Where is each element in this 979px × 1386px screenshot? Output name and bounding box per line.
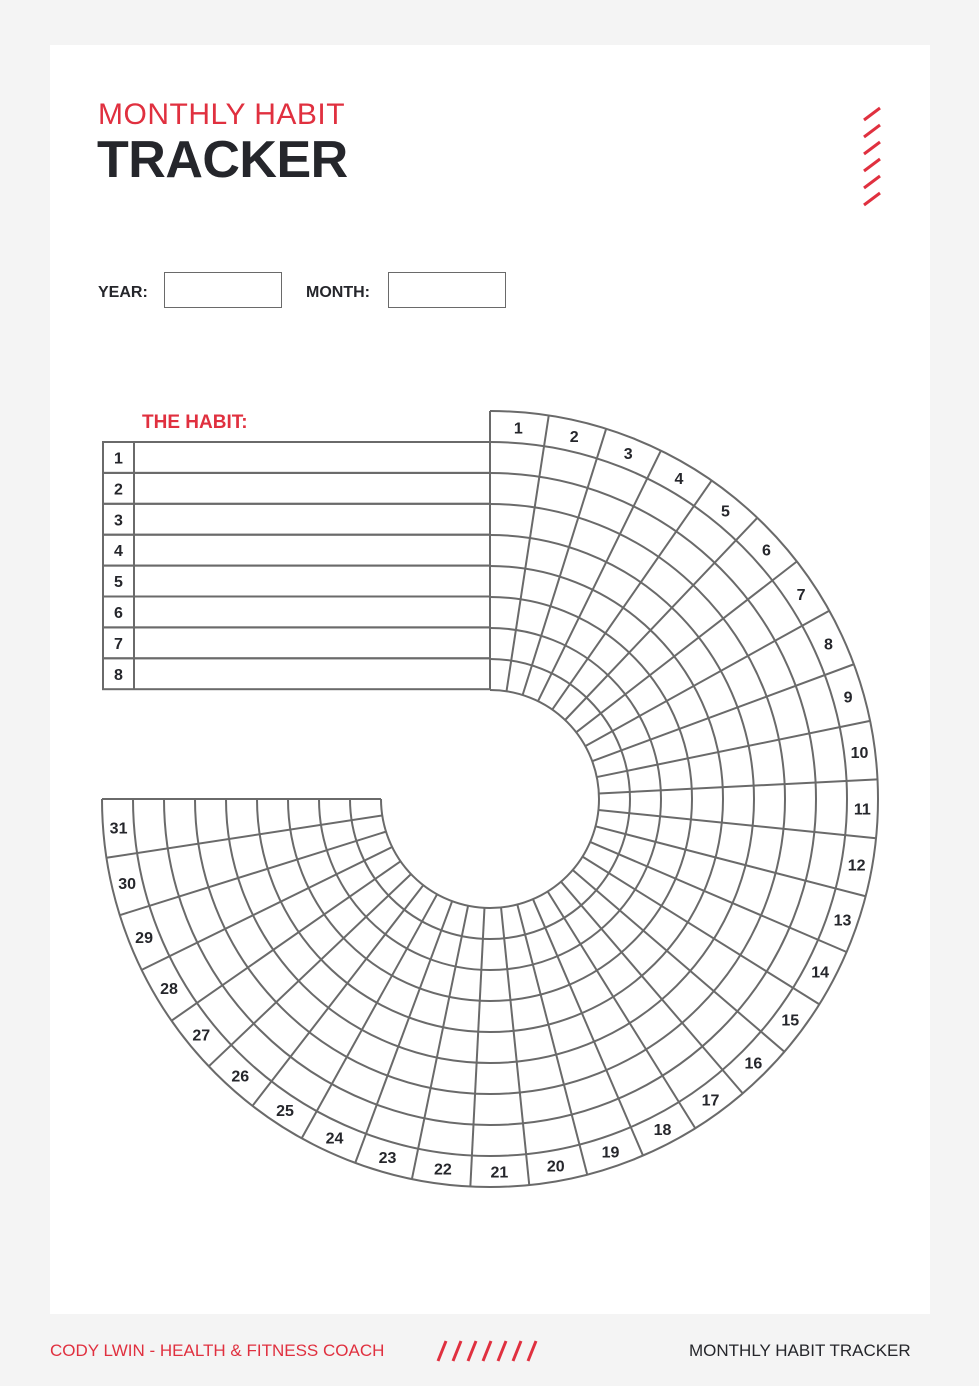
habit-row [103,535,490,566]
day-label: 27 [192,1027,211,1045]
slash-mark [453,1341,461,1361]
day-spoke [412,906,468,1179]
day-label: 21 [490,1164,509,1182]
slash-decoration-footer [438,1341,536,1361]
day-label: 8 [824,636,833,654]
day-label: 1 [513,420,523,438]
day-label: 23 [378,1150,397,1168]
day-label: 22 [434,1161,452,1179]
title-tracker: TRACKER [97,131,348,189]
day-spoke [599,779,878,793]
day-label: 6 [761,542,771,560]
month-label: MONTH: [306,284,370,301]
day-label: 24 [325,1130,344,1148]
day-label: 18 [653,1122,672,1140]
habit-row-number: 3 [114,512,123,530]
year-label: YEAR: [98,284,148,301]
day-spoke [565,518,757,720]
slash-mark [864,176,880,188]
day-label: 17 [701,1092,720,1110]
day-label: 10 [850,744,869,762]
day-label: 15 [781,1012,800,1030]
slash-mark [864,125,880,137]
habit-row [103,597,490,628]
day-spoke [598,810,876,838]
habit-row-number: 1 [114,450,123,468]
day-label: 13 [833,912,852,930]
habit-row [103,473,490,504]
day-spoke [548,892,696,1129]
slash-mark [864,159,880,171]
day-spoke [355,901,452,1163]
day-label: 30 [118,876,137,894]
habit-row [103,442,490,473]
day-spoke [501,907,529,1185]
footer-coach-name: CODY LWIN - HEALTH & FITNESS COACH [50,1341,385,1360]
slash-mark [864,193,880,205]
day-label: 16 [744,1055,763,1073]
day-spoke [592,664,854,761]
day-label: 9 [843,689,853,707]
day-label: 19 [601,1144,620,1162]
habit-row-numbers [114,450,123,683]
footer-document-title: MONTHLY HABIT TRACKER [689,1341,911,1360]
day-label: 11 [853,801,871,819]
habit-row-number: 4 [114,543,123,561]
slash-mark [528,1341,536,1361]
ring-arc [350,659,630,939]
day-label: 5 [720,503,730,521]
habit-row-number: 5 [114,574,123,592]
slash-mark [468,1341,476,1361]
slash-decoration-top-right [864,108,880,205]
day-label: 4 [674,470,684,488]
day-label: 20 [546,1158,565,1176]
day-label: 25 [276,1103,294,1121]
day-spoke [106,816,382,858]
day-spoke [583,857,820,1005]
slash-mark [498,1341,506,1361]
slash-mark [438,1341,446,1361]
day-label: 2 [569,429,579,447]
day-spoke [561,882,743,1094]
slash-mark [483,1341,491,1361]
habit-row-number: 8 [114,666,123,684]
habit-section-label: THE HABIT: [142,412,248,433]
day-spoke [120,832,386,916]
habit-row [103,566,490,597]
day-spoke [523,429,607,695]
title-monthly-habit: MONTHLY HABIT [98,98,346,131]
day-spoke [209,874,411,1066]
day-label: 7 [796,587,806,605]
habit-row-number: 7 [114,635,123,653]
slash-mark [864,108,880,120]
day-label: 26 [231,1068,250,1086]
day-label: 28 [160,980,178,998]
habit-row [103,504,490,535]
day-label: 31 [109,820,128,838]
slash-mark [864,142,880,154]
day-label: 12 [847,857,866,875]
slash-mark [513,1341,521,1361]
habit-row-number: 6 [114,604,123,622]
day-spoke [573,870,785,1052]
day-spoke [470,908,484,1187]
day-label: 14 [811,964,830,982]
day-label: 3 [623,446,633,464]
day-spoke [507,415,549,691]
habit-table [103,442,490,689]
habit-row [103,627,490,658]
habit-row-number: 2 [114,481,123,499]
ring-arc [381,690,599,908]
day-label: 29 [135,930,153,948]
day-spoke [597,721,870,777]
habit-row [103,658,490,689]
